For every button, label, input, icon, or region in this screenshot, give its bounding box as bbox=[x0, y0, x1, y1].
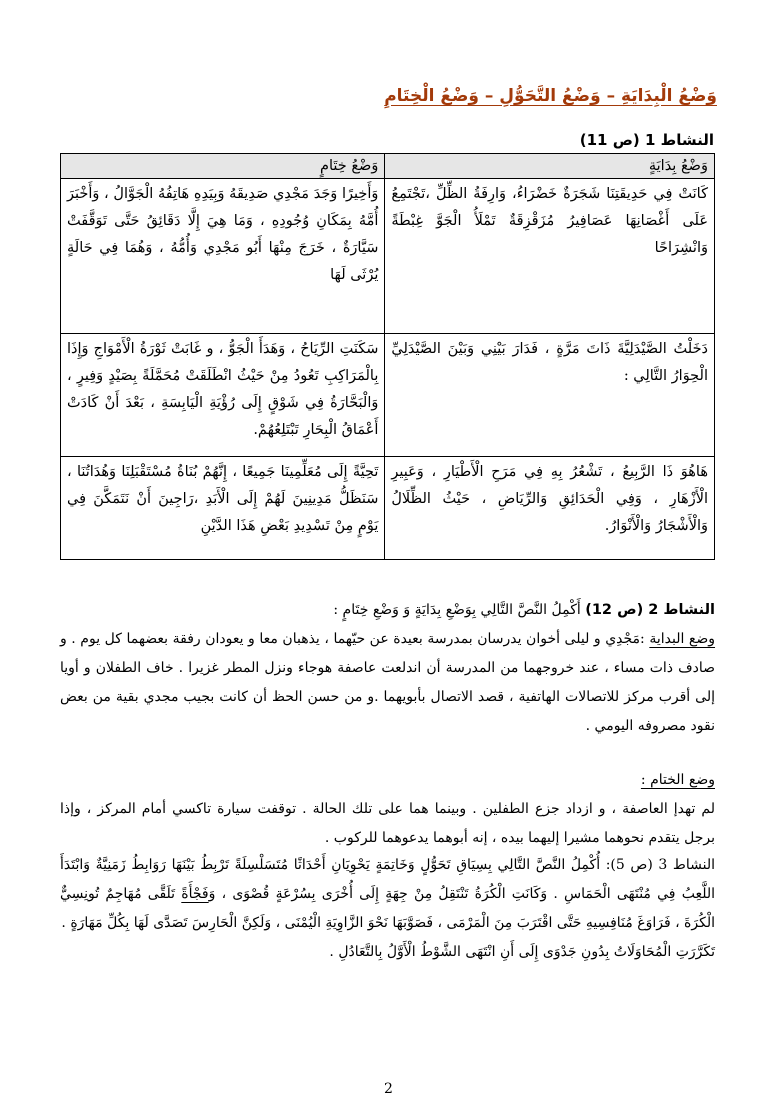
activity3-text-before: أُكْمِلُ النَّصَّ التَّالِي بِسِيَاقِ تَحَوُّلٍ وَخَاتِمَةٍ يَحْوِيَانِ أَحْدَاثًا مُتَسَلْسِلَةً تَرْبِطُ بَيْنَهَا رَوَابِطُ زَمَنِيَّةٌ وَابْتَدَأَ اللَّعِبُ فِي مُنْتَهَى الْحَمَاسِ . وَكَانَتِ الْكُرَةُ تَنْتَقِلُ مِنْ جِهَةٍ إِلَى أُخْرَى بِسُرْعَةٍ قُصْوَى ، وَ bbox=[60, 857, 715, 902]
header-start: وَضْعُ بِدَايَةٍ bbox=[385, 154, 715, 179]
cell-end: تَحِيَّةً إِلَى مُعَلِّمِينَا جَمِيعًا ، إِنَّهُمْ بُنَاةُ مُسْتَقْبَلِنَا وَهُدَاتُنَا ، سَنَظَلُّ مَدِينِينَ لَهُمْ إِلَى الْأَبَدِ ،رَاجِينَ أَنْ نَتَمَكَّنَ فِي يَوْمٍ مِنْ تَسْدِيدِ بَعْضِ هَذَا الدَّيْنِ bbox=[61, 457, 385, 560]
cell-start: هَاهُوَ ذَا الرَّبِيعُ ، تَشْعُرُ بِهِ فِي مَرَحِ الْأَطْيَارِ ، وَعَبِيرِ الْأَزْهَارِ ، وَفِي الْحَدَائِقِ وَالرِّيَاضِ ، حَيْثُ الظِّلَالُ وَالْأَشْجَارُ وَالْأَنْوَارُ. bbox=[385, 457, 715, 560]
table-header-row bbox=[61, 154, 715, 179]
activity2-instruction: أَكْمِلُ النَّصَّ التَّالِي بِوَضْعِ بِدَايَةٍ وَ وَضْعِ خِتَامٍ : bbox=[333, 602, 581, 618]
activity3-paragraph bbox=[60, 851, 715, 938]
activity2-title: النشاط 2 (ص 12) bbox=[585, 602, 715, 618]
cell-start: كَانَتْ فِي حَدِيقَتِنَا شَجَرَةٌ خَضْرَاءُ، وَارِفَةُ الظِّلِّ ،تَجْتَمِعُ عَلَى أَغْصَانِهَا عَصَافِيرُ مُزَقْزِقَةٌ تَمْلَأُ الْجَوَّ غِبْطَةً وَانْشِرَاحًا bbox=[385, 179, 715, 334]
page-number: 2 bbox=[384, 1081, 393, 1097]
end-text: لم تهدإ العاصفة ، و ازداد جزع الطفلين . وبينما هما على تلك الحالة . توقفت سيارة تاكسي أمام المركز ، وإذا برجل يتقدم نحوهما مشيرا إليهما بيده ، إنه أبوهما يدعوهما للركوب . bbox=[60, 801, 715, 846]
end-label: وضع الختام : bbox=[640, 772, 715, 788]
activity1-title: النشاط 1 (ص 11) bbox=[579, 131, 714, 149]
table-row bbox=[61, 457, 715, 560]
activity3-text-after: تَلَقَّى مُهَاجِمٌ تُونِسِيٌّ الْكُرَةَ ، فَرَاوَغَ مُنَافِسِيهِ حَتَّى اقْتَرَبَ مِنَ الْمَرْمَى ، فَصَوَّبَهَا نَحْوَ الزَّاوِيَةِ الْيُمْنَى ، وَلَكِنَّ الْحَارِسَ تَصَدَّى لَهَا بِكُلِّ مَهَارَةٍ . bbox=[60, 886, 715, 931]
end-label-block bbox=[60, 766, 715, 795]
table-row bbox=[61, 334, 715, 457]
activity3-last-line: تَكَرَّرَتِ الْمُحَاوَلَاتُ بِدُونِ جَدْوَى إِلَى أَنِ انْتَهَى الشَّوْطُ الْأَوَّلُ بِالتَّعَادُلِ . bbox=[329, 944, 715, 960]
cell-end: وَأَخِيرًا وَجَدَ مَجْدِي صَدِيقَهُ وَبِيَدِهِ هَاتِفُهُ الْجَوَّالُ ، وَأَخْبَرَ أُمَّهُ بِمَكَانِ وُجُودِهِ ، وَمَا هِيَ إِلَّا دَقَائِقُ حَتَّى تَوَقَّفَتْ سَيَّارَةٌ ، خَرَجَ مِنْهَا أَبُو مَجْدِي وَأُمُّهُ ، وَهُمَا فِي حَالَةٍ يُرْثَى لَهَا bbox=[61, 179, 385, 334]
cell-end: سَكَنَتِ الرِّيَاحُ ، وَهَدَأَ الْجَوُّ ، و غَابَتْ ثَوْرَةُ الْأَمْوَاجِ وَإِذَا بِالْمَرَاكِبِ تَعُودُ مِنْ حَيْثُ انْطَلَقَتْ مُحَمَّلَةً بِصَيْدٍ وَفِيرٍ ، وَالْبَحَّارَةُ فِي شَوْقٍ إِلَى رُؤْيَةِ الْيَابِسَةِ ، بَعْدَ أَنْ كَادَتْ أَعْمَاقُ الْبِحَارِ تَبْتَلِعُهُمْ. bbox=[61, 334, 385, 457]
activity3-title: النشاط 3 (ص 5): bbox=[605, 857, 716, 873]
start-text: :مَجْدِي و ليلى أخوان يدرسان بمدرسة بعيدة عن حيّهما ، يذهبان معا و يعودان رفقة بعضهما كل يوم . و صادف ذات مساء ، عند خروجهما من المدرسة أن اندلعت عاصفة هوجاء ونزل المطر غزيرا . خاف الطفلان و أويا إلى أقرب مركز للاتصالات الهاتفية ، قصد الاتصال بأبويهما .و من حسن الحظ أن كانت بجيب مجدي بقية من بعض نقود مصروفه اليومي . bbox=[60, 631, 715, 734]
page-heading: وَضْعُ الْبِدَايَةِ – وَضْعُ التَّحَوُّلِ – وَضْعُ الْخِتَامِ bbox=[384, 86, 717, 106]
start-label: وضع البداية bbox=[649, 631, 716, 647]
activity2-start bbox=[60, 625, 715, 741]
activity3-section bbox=[60, 851, 715, 967]
activity3-underlined-word: فَجْأَةً bbox=[181, 886, 209, 902]
table-row bbox=[61, 179, 715, 334]
cell-start: دَخَلْتُ الصَّيْدَلِيَّةَ ذَاتَ مَرَّةٍ ، فَدَارَ بَيْنِي وَبَيْنَ الصَّيْدَلِيِّ الْحِوَارُ التَّالِي : bbox=[385, 334, 715, 457]
activity1-table bbox=[60, 153, 715, 560]
header-end: وَضْعُ خِتَامٍ bbox=[61, 154, 385, 179]
activity2-section bbox=[60, 596, 715, 741]
activity2-heading bbox=[60, 596, 715, 625]
